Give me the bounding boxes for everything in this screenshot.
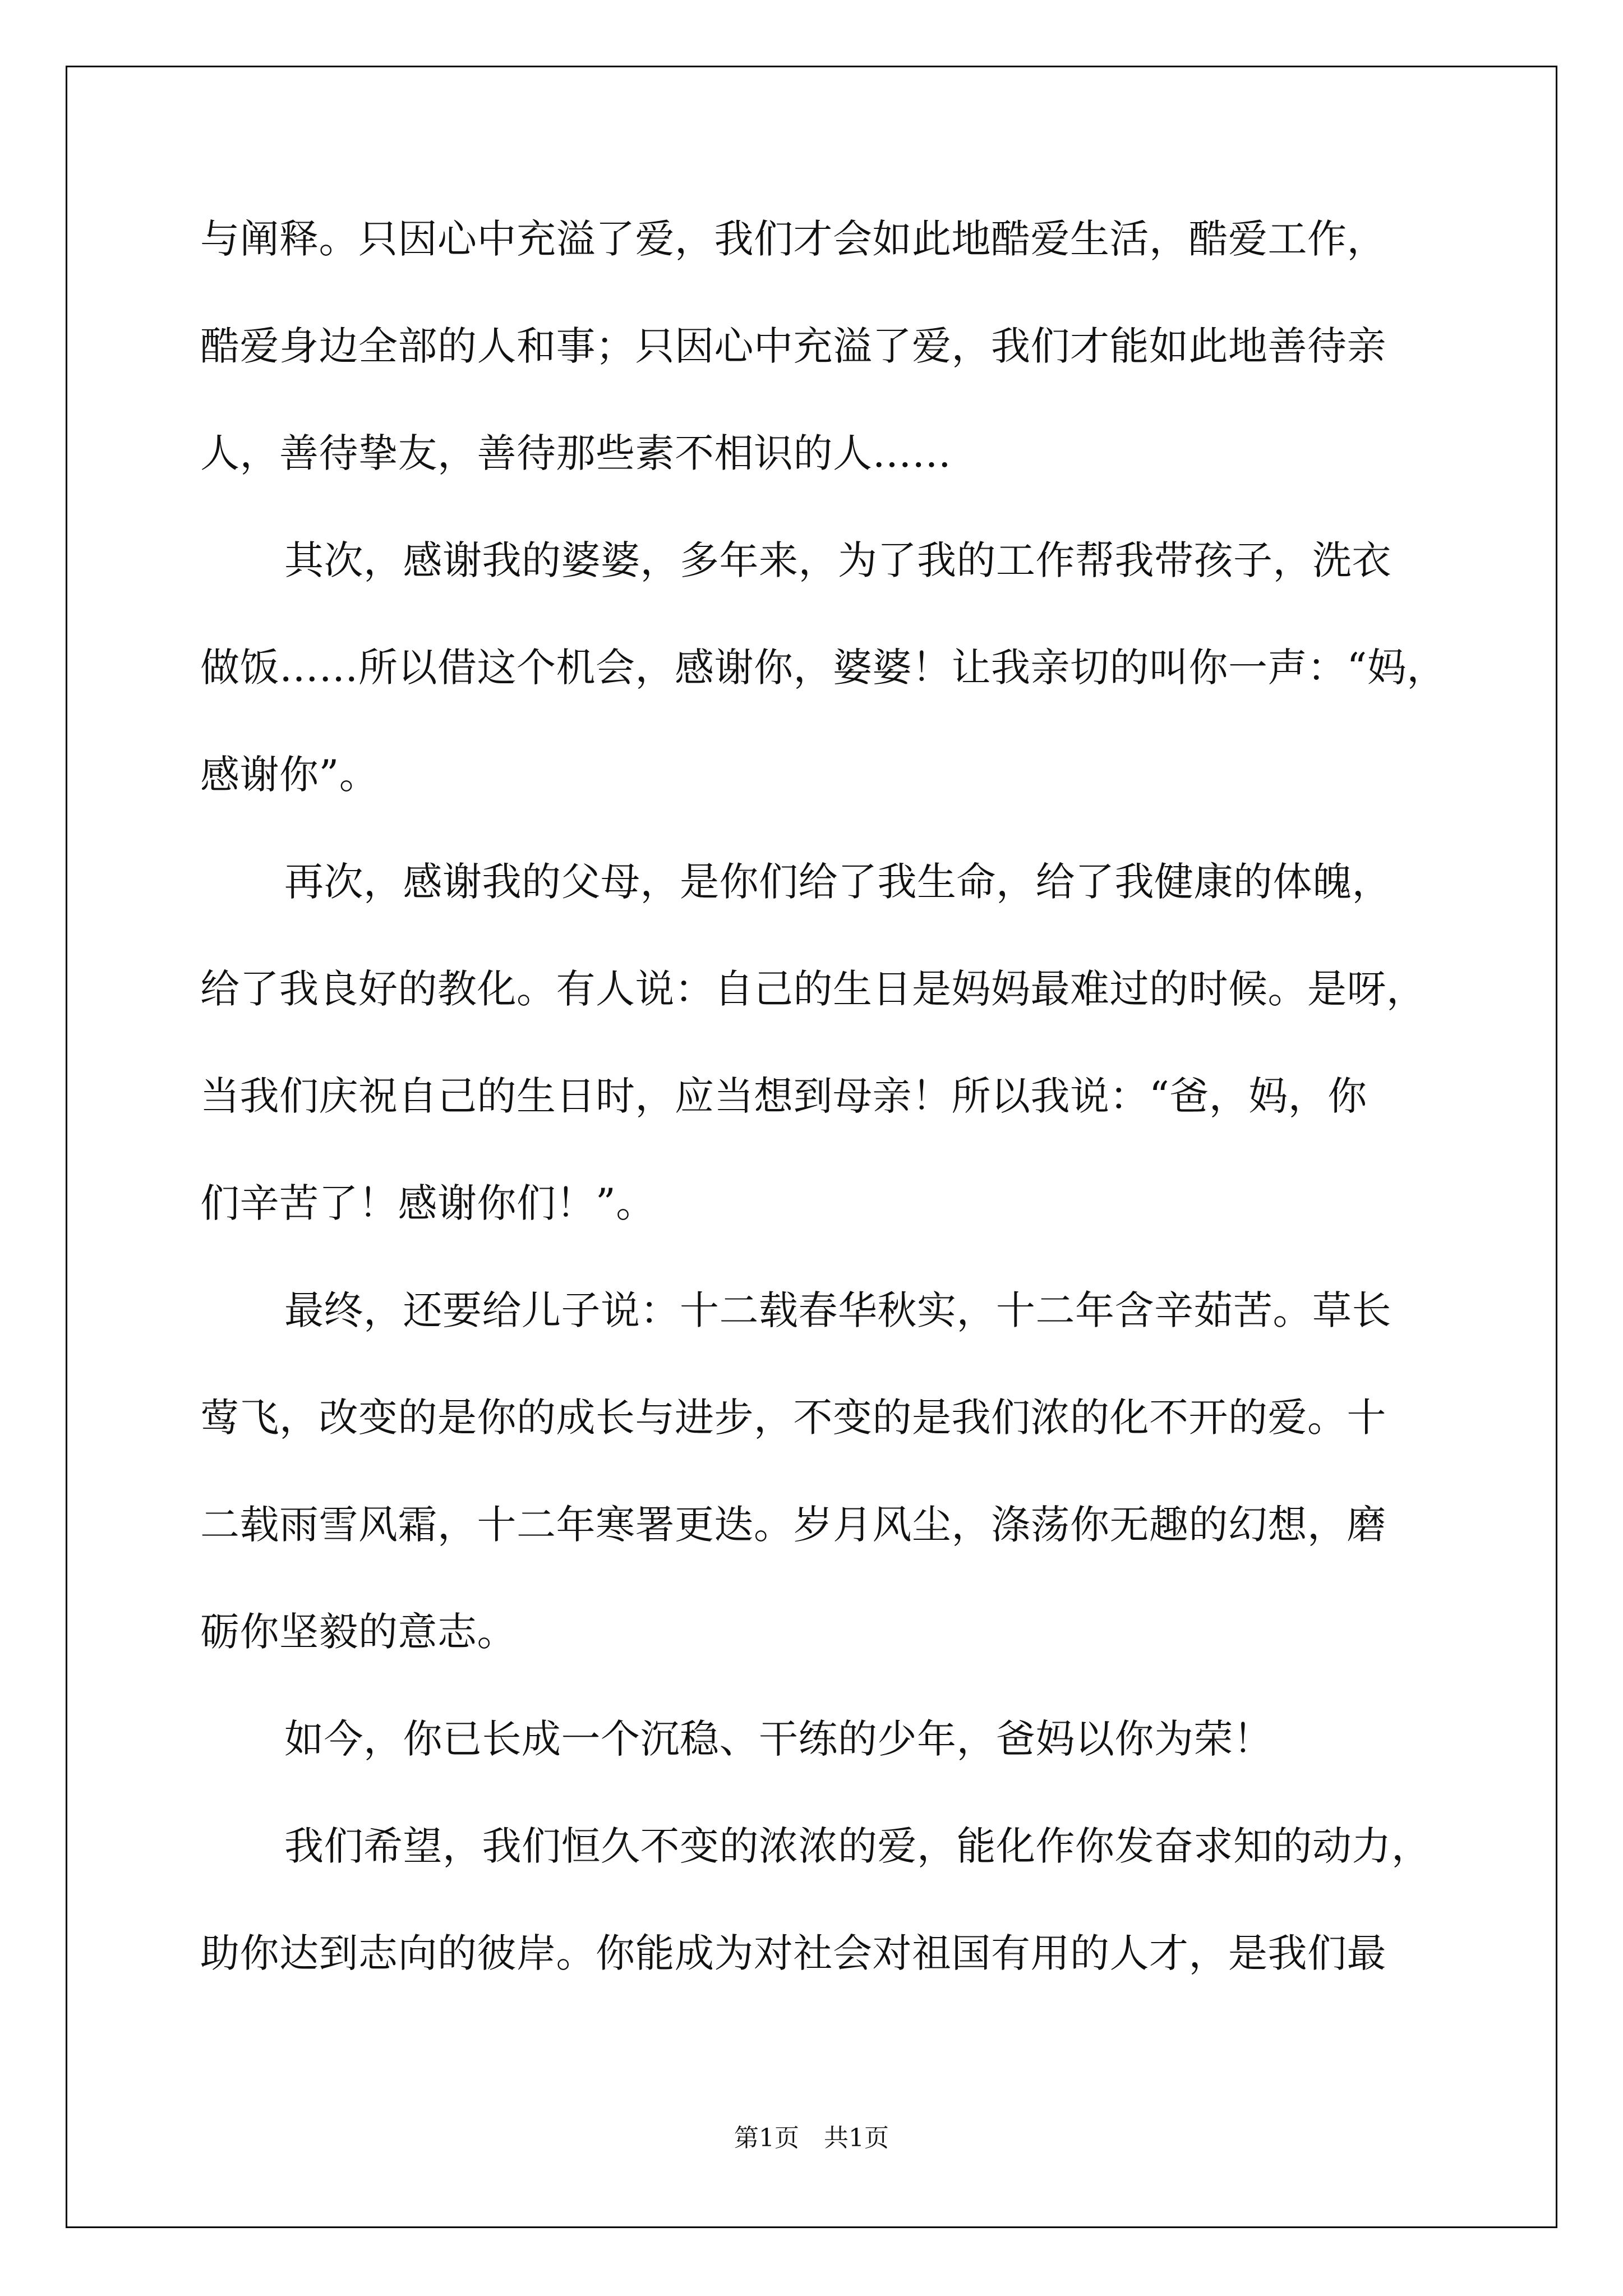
page-number: 第1页: [734, 2124, 799, 2152]
text-line: 给了我良好的教化。有人说：自己的生日是妈妈最难过的时候。是呀，: [200, 966, 1426, 1012]
text-line: 与阐释。只因心中充溢了爱，我们才会如此地酷爱生活，酷爱工作，: [200, 216, 1386, 262]
text-line: 砺你坚毅的意志。: [200, 1609, 517, 1655]
text-line: 我们希望，我们恒久不变的浓浓的爱，能化作你发奋求知的动力，: [284, 1823, 1431, 1869]
text-line: 助你达到志向的彼岸。你能成为对社会对祖国有用的人才，是我们最: [200, 1930, 1386, 1976]
text-line: 二载雨雪风霜，十二年寒署更迭。岁月风尘，涤荡你无趣的幻想，磨: [200, 1502, 1386, 1548]
text-line: 当我们庆祝自己的生日时，应当想到母亲！所以我说：“爸，妈，你: [200, 1073, 1367, 1119]
text-line: 如今，你已长成一个沉稳、干练的少年，爸妈以你为荣！: [284, 1716, 1273, 1762]
text-line: 做饭……所以借这个机会，感谢你，婆婆！让我亲切的叫你一声：“妈，: [200, 645, 1446, 691]
text-line: 莺飞，改变的是你的成长与进步，不变的是我们浓的化不开的爱。十: [200, 1395, 1386, 1441]
page-total: 共1页: [824, 2124, 889, 2152]
document-body: [200, 208, 1446, 2029]
text-line: 最终，还要给儿子说：十二载春华秋实，十二年含辛茹苦。草长: [284, 1287, 1391, 1333]
text-line: 感谢你”。: [200, 752, 379, 798]
text-line: 人，善待挚友，善待那些素不相识的人……: [200, 430, 952, 476]
page-footer: [0, 2118, 1623, 2154]
text-line: 再次，感谢我的父母，是你们给了我生命，给了我健康的体魄，: [284, 859, 1391, 905]
text-line: 酷爱身边全部的人和事；只因心中充溢了爱，我们才能如此地善待亲: [200, 323, 1386, 369]
text-line: 们辛苦了！感谢你们！”。: [200, 1180, 656, 1226]
text-line: 其次，感谢我的婆婆，多年来，为了我的工作帮我带孩子，洗衣: [284, 537, 1391, 583]
